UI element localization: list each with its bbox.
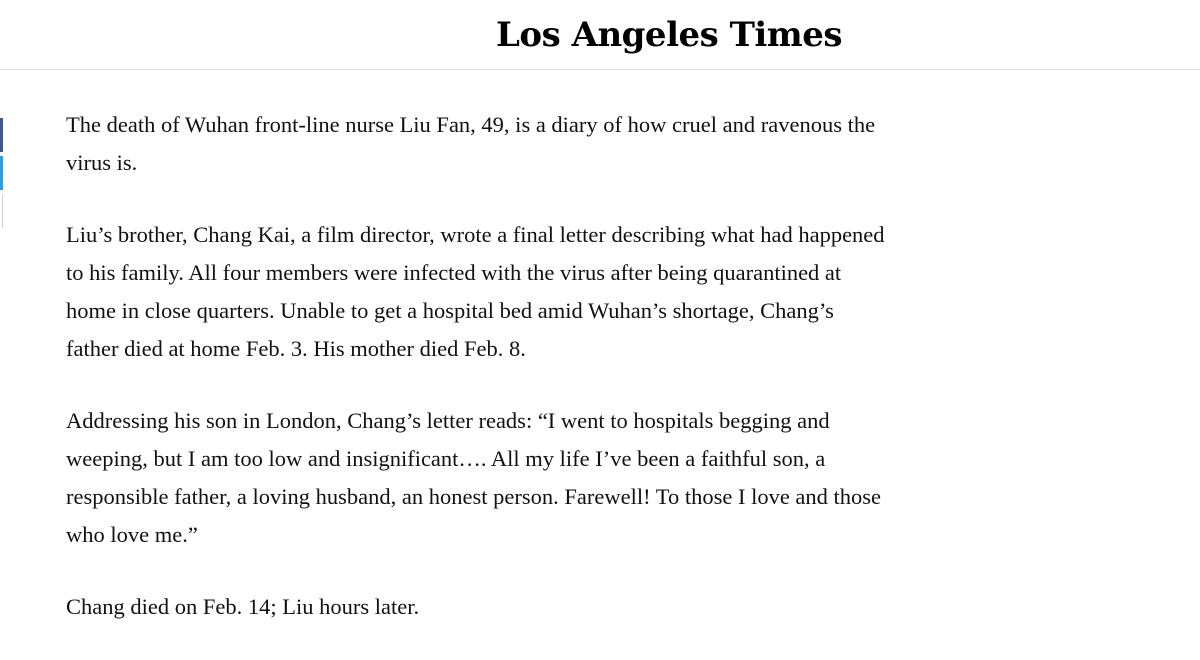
masthead: [0, 0, 1200, 70]
article-paragraph-1: The death of Wuhan front-line nurse Liu Fan, 49, is a diary of how cruel and ravenous the virus is.: [66, 112, 876, 175]
article-paragraph-2: Liu’s brother, Chang Kai, a film director, wrote a final letter describing what had happened to his family. All four members were infected with the virus after being quarantined at home in close quarters. Unable to get a hospital bed amid Wuhan’s shortage, Chang’s father died at home Feb. 3. His mother died Feb. 8.: [66, 222, 885, 361]
article-paragraph-4: Chang died on Feb. 14; Liu hours later.: [66, 594, 420, 619]
more-share-icon[interactable]: [0, 194, 3, 228]
twitter-icon[interactable]: [0, 156, 3, 190]
site-logo[interactable]: Los Angeles Times: [496, 15, 843, 55]
article-paragraph-3: Addressing his son in London, Chang’s letter reads: “I went to hospitals begging and weeping, but I am too low and insignificant…. All my life I’ve been a faithful son, a responsible father, a loving husband, an honest person. Farewell! To those I love and those who love me.”: [66, 408, 882, 547]
share-rail: [0, 118, 4, 232]
facebook-icon[interactable]: [0, 118, 3, 152]
article-body: [66, 106, 886, 660]
